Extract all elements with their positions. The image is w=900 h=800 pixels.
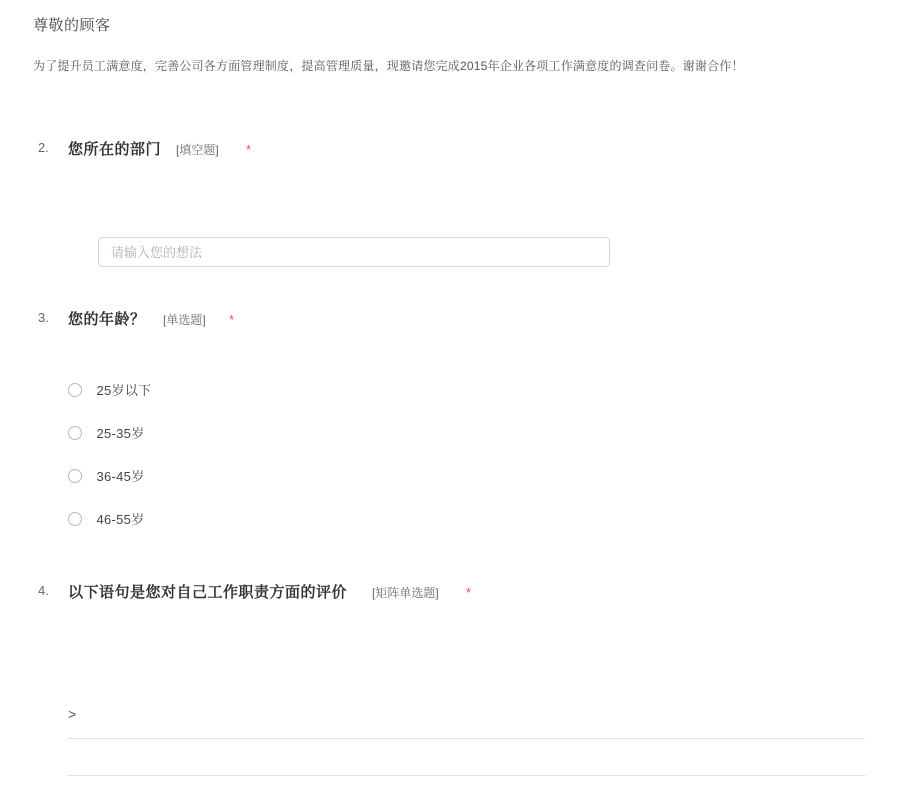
matrix-scroll-marker[interactable]: > <box>68 708 77 724</box>
intro-text: 为了提升员工满意度，完善公司各方面管理制度，提高管理质量，现邀请您完成2015年企业各项工作满意度的调查问卷。谢谢合作！ <box>33 59 744 73</box>
option-age-25-35[interactable] <box>68 423 145 443</box>
question-4-required-mark: * <box>466 585 472 600</box>
question-2-required-mark: * <box>246 142 252 157</box>
question-3 <box>0 308 900 527</box>
question-4 <box>0 581 900 605</box>
question-3-header <box>0 308 900 332</box>
question-4-type: [矩阵单选题] <box>372 586 439 600</box>
question-2-header <box>0 138 900 162</box>
option-age-under-25[interactable] <box>68 380 151 400</box>
radio-icon[interactable] <box>68 469 82 483</box>
greeting-text: 尊敬的顾客 <box>33 17 111 34</box>
option-label: 46-55岁 <box>96 512 145 527</box>
option-label: 25岁以下 <box>96 383 152 398</box>
question-3-required-mark: * <box>229 312 235 327</box>
matrix-divider <box>68 738 866 739</box>
question-3-number: 3. <box>38 310 49 325</box>
question-4-header <box>0 581 900 605</box>
department-text-input[interactable] <box>98 237 610 267</box>
matrix-divider <box>68 775 866 776</box>
question-2 <box>0 138 900 162</box>
question-2-type: [填空题] <box>176 143 219 157</box>
radio-icon[interactable] <box>68 512 82 526</box>
question-3-type: [单选题] <box>163 313 206 327</box>
question-4-title: 以下语句是您对自己工作职责方面的评价 <box>68 584 348 601</box>
option-label: 36-45岁 <box>96 469 145 484</box>
option-age-36-45[interactable] <box>68 466 145 486</box>
question-3-title: 您的年龄？ <box>68 311 146 328</box>
question-2-title: 您所在的部门 <box>68 141 162 158</box>
radio-icon[interactable] <box>68 426 82 440</box>
option-label: 25-35岁 <box>96 426 145 441</box>
question-2-number: 2. <box>38 140 49 155</box>
question-4-number: 4. <box>38 583 49 598</box>
option-age-46-55[interactable] <box>68 509 145 529</box>
radio-icon[interactable] <box>68 383 82 397</box>
